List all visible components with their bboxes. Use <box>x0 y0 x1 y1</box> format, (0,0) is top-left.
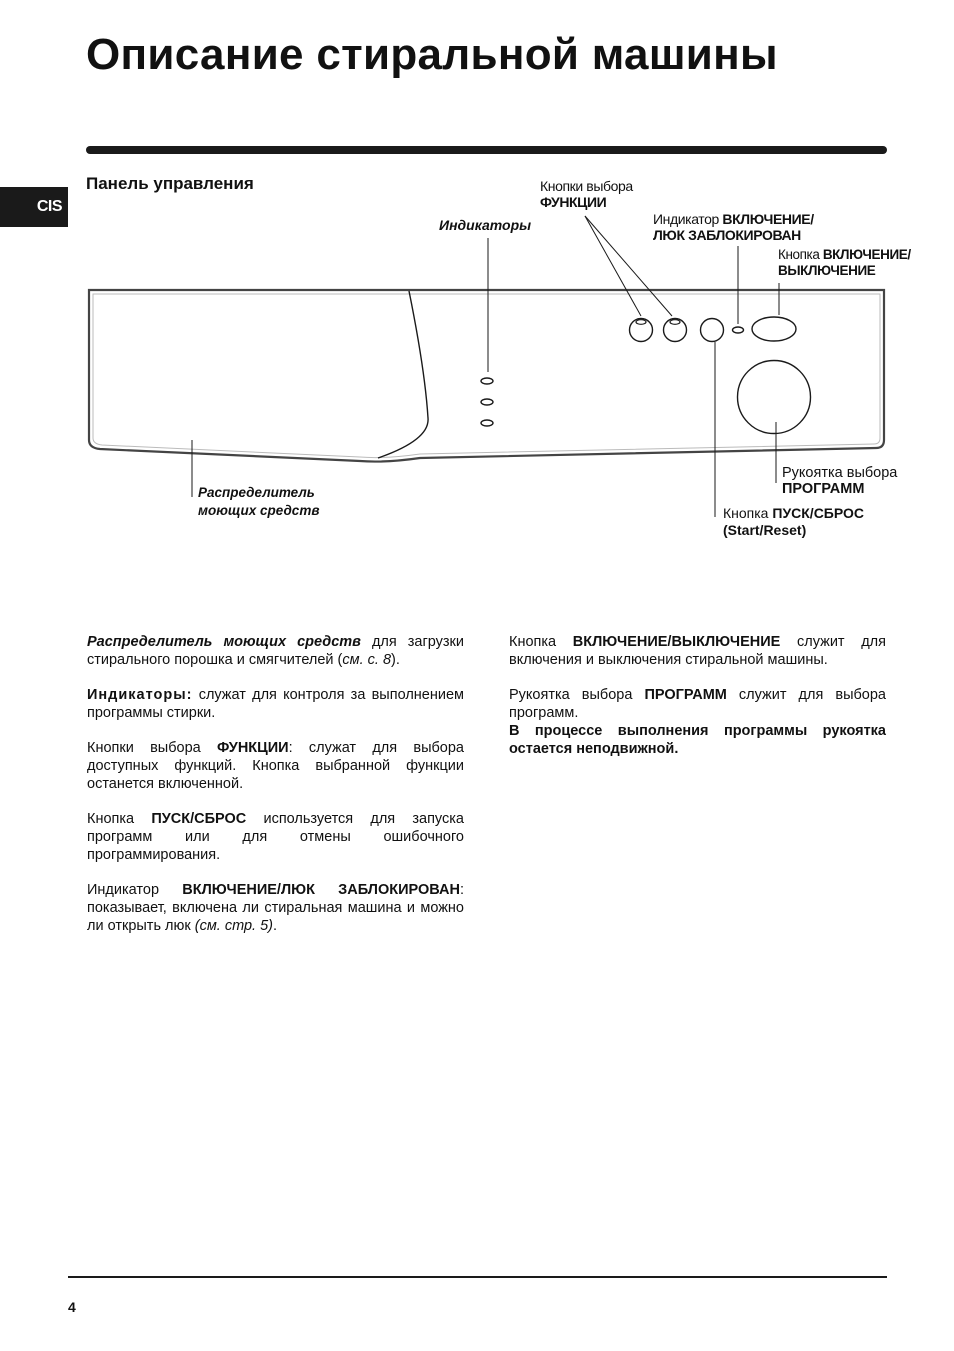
program-knob-warning: В процессе выполнения программы рукоятка остается неподвижной. <box>509 723 886 757</box>
paragraph-indicators: Индикаторы: служат для контроля за выполнением программы стирки. <box>87 687 464 721</box>
paragraph-dispenser: Распределитель моющих средств для загрузки стирального порошка и смягчителей (см. с. 8). <box>87 634 464 668</box>
indicator-led-3 <box>481 420 493 426</box>
description-right-column <box>509 633 886 775</box>
function-button-2 <box>664 319 687 342</box>
paragraph-power-button: Кнопка ВКЛЮЧЕНИЕ/ВЫКЛЮЧЕНИЕ служит для включения и выключения стиральной машины. <box>509 634 886 668</box>
power-button <box>752 317 796 341</box>
paragraph-program-knob: Рукоятка выбора ПРОГРАММ служит для выбора программ. В процессе выполнения программы рукоятка остается неподвижной. <box>509 687 886 757</box>
label-start-reset: Кнопка ПУСК/СБРОС (Start/Reset) <box>723 505 865 538</box>
page-number: 4 <box>68 1299 76 1315</box>
dispenser-drawer-edge <box>378 291 428 458</box>
page-title: Описание стиральной машины <box>86 30 778 79</box>
section-title: Панель управления <box>86 174 254 193</box>
footer-divider <box>68 1276 887 1278</box>
paragraph-function-buttons: Кнопки выбора ФУНКЦИИ: служат для выбора доступных функций. Кнопка выбранной функции останется включенной. <box>87 740 464 792</box>
panel-outline <box>89 290 884 462</box>
label-power-button: Кнопка ВКЛЮЧЕНИЕ/ ВЫКЛЮЧЕНИЕ <box>778 247 911 278</box>
language-tab: CIS <box>0 187 68 227</box>
indicator-led-2 <box>481 399 493 405</box>
label-dispenser: Распределитель моющих средств <box>198 485 320 518</box>
label-indicators: Индикаторы <box>439 217 532 233</box>
program-knob <box>738 361 811 434</box>
label-program-knob: Рукоятка выбора ПРОГРАММ <box>782 465 898 497</box>
paragraph-start-reset: Кнопка ПУСК/СБРОС используется для запуска программ или для отмены ошибочного программирования. <box>87 811 464 863</box>
paragraph-power-lock-indicator: Индикатор ВКЛЮЧЕНИЕ/ЛЮК ЗАБЛОКИРОВАН: показывает, включена ли стиральная машина и можно ли открыть люк (см. стр. 5). <box>87 882 464 934</box>
indicator-led-1 <box>481 378 493 384</box>
power-lock-led <box>733 327 744 333</box>
label-power-lock-indicator: Индикатор ВКЛЮЧЕНИЕ/ ЛЮК ЗАБЛОКИРОВАН <box>653 211 814 243</box>
function-button-1 <box>630 319 653 342</box>
start-reset-button <box>701 319 724 342</box>
description-left-column <box>87 633 464 952</box>
label-function-buttons: Кнопки выбора ФУНКЦИИ <box>540 178 633 210</box>
